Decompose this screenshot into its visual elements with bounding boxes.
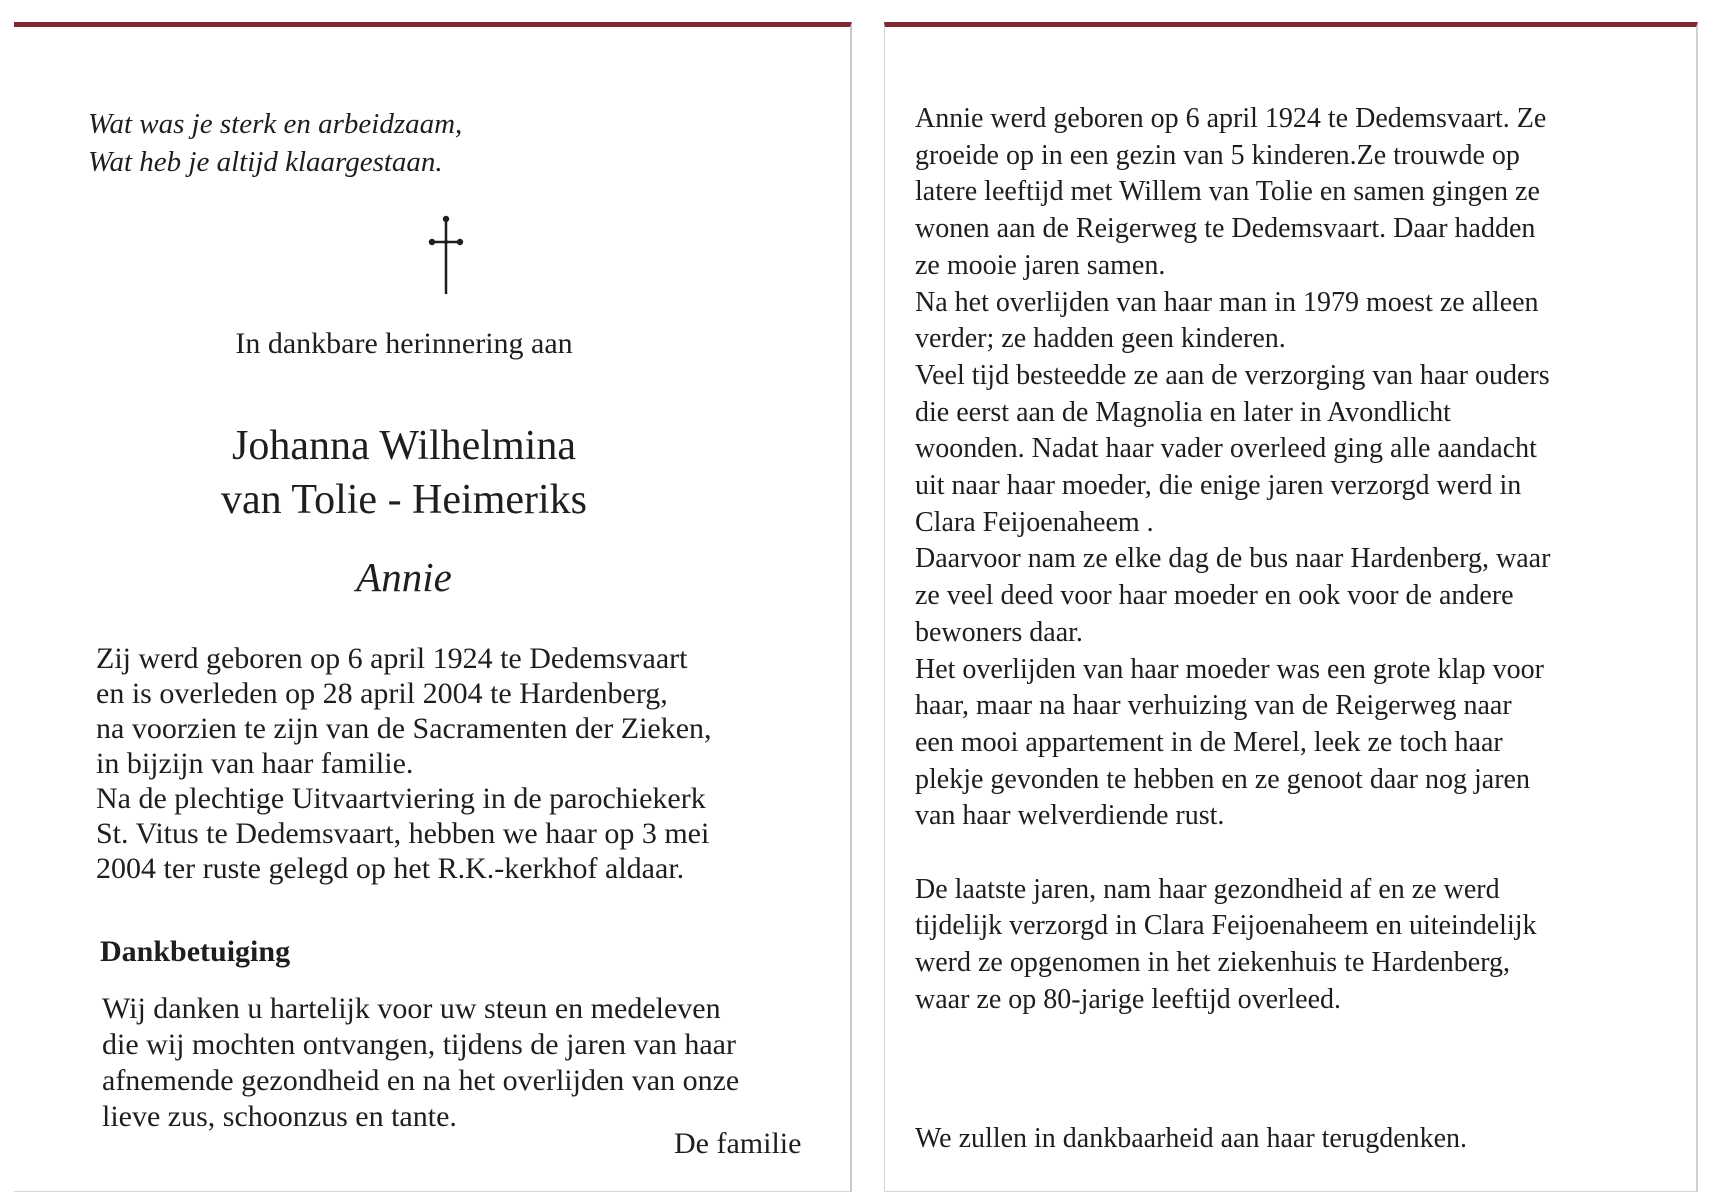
story-line: Daarvoor nam ze elke dag de bus naar Hardenberg, waar: [915, 543, 1551, 575]
signature: De familie: [674, 1127, 802, 1160]
intro-text: In dankbare herinnering aan: [235, 327, 573, 360]
story-line: Annie werd geboren op 6 april 1924 te Dedemsvaart. Ze: [915, 103, 1547, 134]
biography: [96, 641, 712, 886]
bio-line: Na de plechtige Uitvaartviering in de parochiekerk: [96, 782, 706, 815]
thanks-line: Wij danken u hartelijk voor uw steun en medeleven: [102, 992, 721, 1025]
poem: [88, 105, 462, 181]
story-line: een mooi appartement in de Merel, leek ze toch haar: [915, 726, 1503, 758]
poem-line: Wat heb je altijd klaargestaan.: [88, 146, 443, 178]
story-line: werd ze opgenomen in het ziekenhuis te Hardenberg,: [915, 947, 1511, 979]
story-line: ze mooie jaren samen.: [915, 249, 1166, 281]
story-line: woonden. Nadat haar vader overleed ging alle aandacht: [915, 433, 1537, 465]
story-line: Het overlijden van haar moeder was een grote klap voor: [915, 653, 1544, 685]
story-line: Veel tijd besteedde ze aan de verzorging van haar ouders: [915, 359, 1550, 391]
story-line: groeide op in een gezin van 5 kinderen.Ze trouwde op: [915, 139, 1520, 171]
story-line: tijdelijk verzorgd in Clara Feijoenaheem en uiteindelijk: [915, 910, 1537, 942]
name-line-2: van Tolie - Heimeriks: [220, 477, 588, 523]
cross-icon: [428, 214, 464, 296]
deceased-name: [14, 419, 794, 527]
story-line: wonen aan de Reigerweg te Dedemsvaart. Daar hadden: [915, 213, 1536, 245]
story-line: De laatste jaren, nam haar gezondheid af en ze werd: [915, 873, 1500, 905]
life-story: [915, 101, 1550, 1019]
thanks-text: [102, 991, 739, 1135]
story-line: uit naar haar moeder, die enige jaren verzorgd werd in: [915, 470, 1522, 502]
bio-line: na voorzien te zijn van de Sacramenten der Zieken,: [96, 712, 712, 745]
story-line: plekje gevonden te hebben en ze genoot daar nog jaren: [915, 763, 1530, 795]
nickname: Annie: [356, 554, 452, 600]
story-line: haar, maar na haar verhuizing van de Reigerweg naar: [915, 690, 1512, 722]
closing-line: We zullen in dankbaarheid aan haar terugdenken.: [915, 1123, 1468, 1154]
bio-line: 2004 ter ruste gelegd op het R.K.-kerkhof aldaar.: [96, 852, 685, 885]
thanks-line: die wij mochten ontvangen, tijdens de jaren van haar: [102, 1028, 736, 1061]
paragraph-gap: [915, 835, 1550, 872]
story-line: ze veel deed voor haar moeder en ook voor de andere: [915, 580, 1514, 612]
story-line: waar ze op 80-jarige leeftijd overleed.: [915, 983, 1342, 1015]
story-line: van haar welverdiende rust.: [915, 800, 1225, 832]
story-line: Clara Feijoenaheem .: [915, 506, 1154, 538]
bio-line: St. Vitus te Dedemsvaart, hebben we haar op 3 mei: [96, 817, 710, 850]
bio-line: in bijzijn van haar familie.: [96, 747, 414, 780]
story-line: verder; ze hadden geen kinderen.: [915, 323, 1286, 355]
story-line: Na het overlijden van haar man in 1979 moest ze alleen: [915, 286, 1539, 318]
story-line: latere leeftijd met Willem van Tolie en samen gingen ze: [915, 176, 1540, 208]
name-line-1: Johanna Wilhelmina: [232, 423, 576, 469]
story-line: bewoners daar.: [915, 616, 1083, 648]
bio-line: en is overleden op 28 april 2004 te Hardenberg,: [96, 677, 668, 710]
bio-line: Zij werd geboren op 6 april 1924 te Dedemsvaart: [96, 642, 688, 675]
thanks-line: afnemende gezondheid en na het overlijden van onze: [102, 1064, 740, 1097]
poem-line: Wat was je sterk en arbeidzaam,: [88, 108, 463, 140]
left-card: [14, 22, 852, 1192]
thanks-heading: Dankbetuiging: [100, 935, 291, 968]
right-card: [884, 22, 1698, 1192]
thanks-line: lieve zus, schoonzus en tante.: [102, 1100, 457, 1133]
story-line: die eerst aan de Magnolia en later in Avondlicht: [915, 396, 1451, 428]
